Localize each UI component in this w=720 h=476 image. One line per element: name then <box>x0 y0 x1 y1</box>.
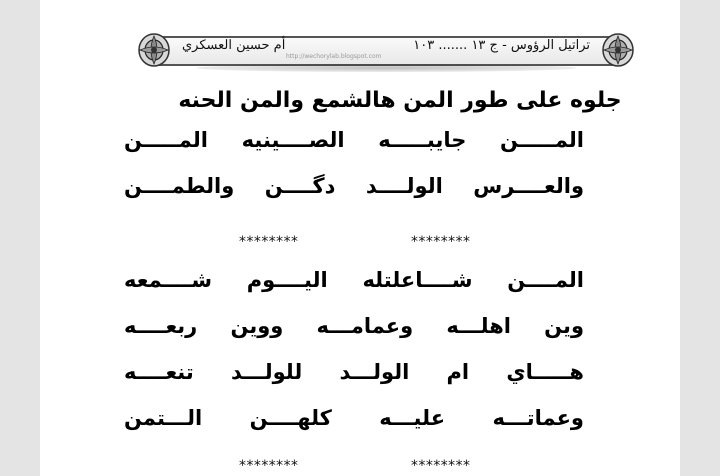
poem-line: المـــــن جايبـــــه الصــــينيه المـــــن <box>124 128 584 152</box>
page-header <box>136 30 636 74</box>
poem-line: وعماتـــه عليـــه كلهــــن الـــتمن <box>124 406 584 430</box>
header-shadow <box>196 64 576 72</box>
floral-ornament-icon <box>136 30 172 70</box>
poem-title: جلوه على طور المن هالشمع والمن الحنه <box>178 88 622 113</box>
document-page <box>40 0 680 476</box>
book-reference: تراتيل الرؤوس - ج ١٣ ....... ١٠٣ <box>413 38 590 53</box>
watermark-url: http://wechorylab.blogspot.com <box>286 53 382 60</box>
floral-ornament-icon <box>600 30 636 70</box>
stanza-separator: ******** <box>238 234 298 250</box>
stanza-separator: ******** <box>410 234 470 250</box>
stanza-separator: ******** <box>410 458 470 474</box>
poem-line: وين اهلـــه وعمامـــه ووين ربعــــه <box>124 314 584 338</box>
poem-line: المــــن شــــاعلتله اليــــوم شــــمعه <box>124 268 584 292</box>
poem-line: والعــــرس الولــــد دگــــن والطمــــن <box>124 174 584 198</box>
stanza-separator: ******** <box>238 458 298 474</box>
author-name: أم حسين العسكري <box>182 38 286 53</box>
poem-line: هـــــاي ام الولـــد للولـــد تنعــــه <box>124 360 584 384</box>
